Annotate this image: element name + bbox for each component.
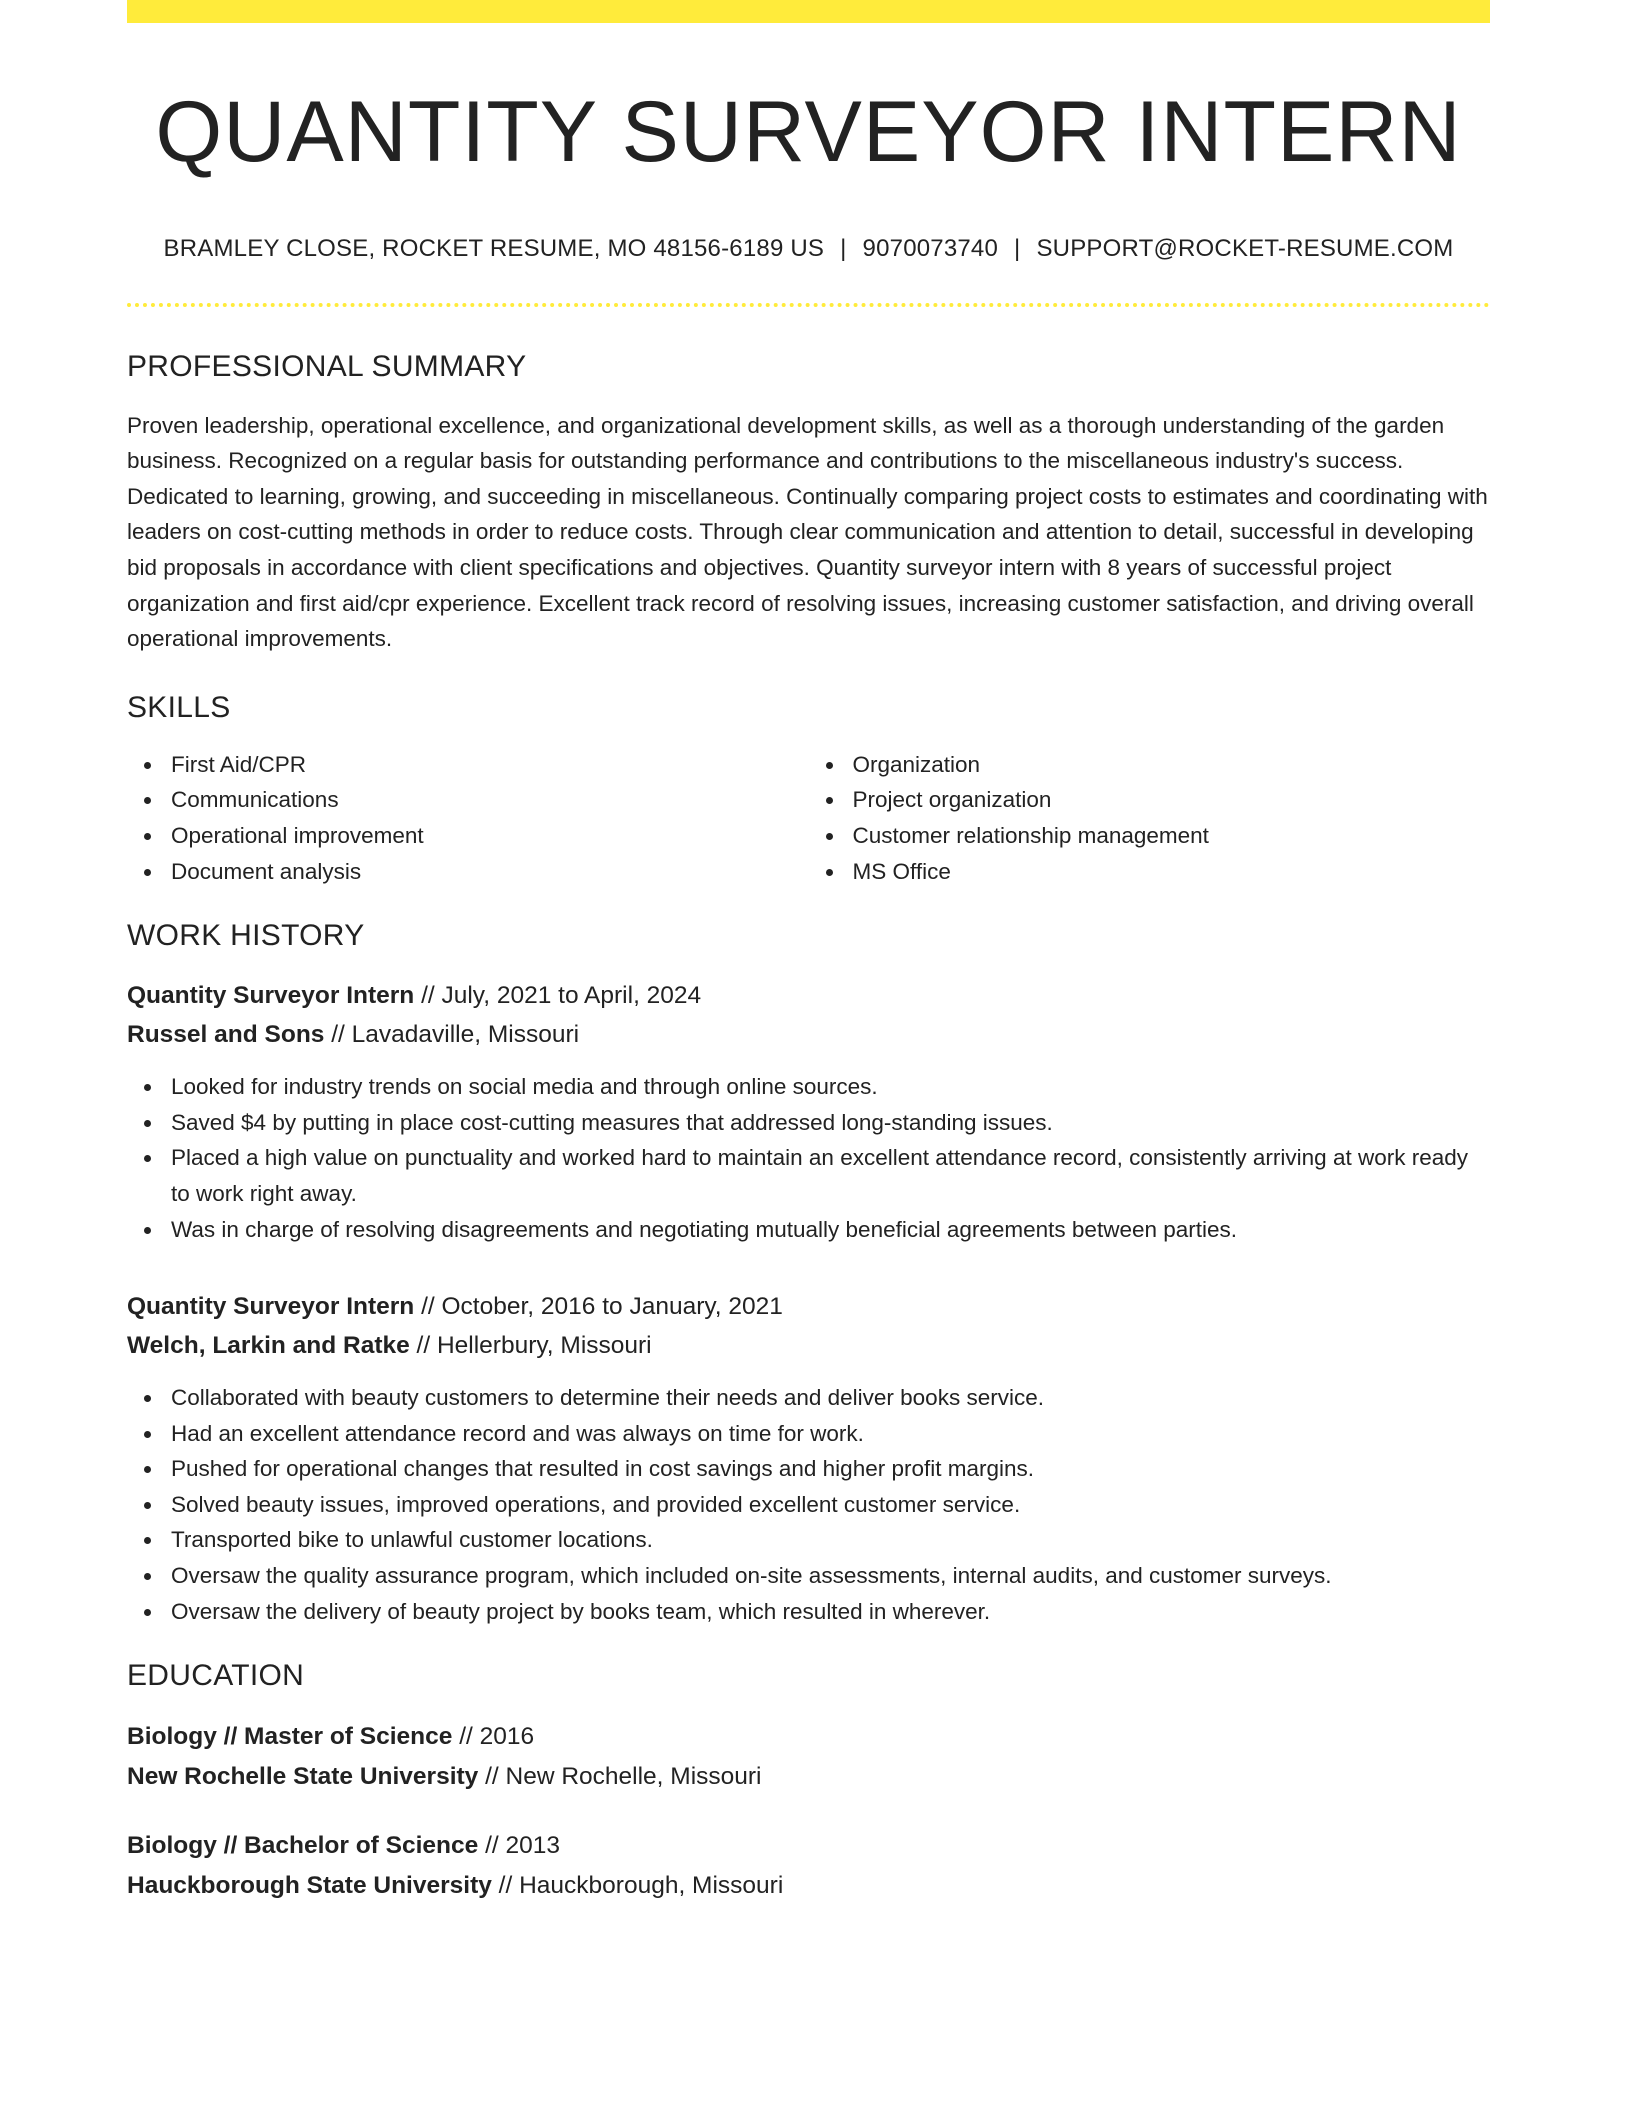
job-bullet: Oversaw the delivery of beauty project by books team, which resulted in wherever. [127, 1594, 1490, 1630]
school-location: // New Rochelle, Missouri [478, 1763, 762, 1791]
job-bullet: Oversaw the quality assurance program, which included on-site assessments, internal audits, and customer surveys. [127, 1558, 1490, 1594]
school-line [127, 1757, 1490, 1797]
job-bullets [127, 1380, 1490, 1629]
education-entry [127, 1826, 1490, 1906]
job-company: Welch, Larkin and Ratke [127, 1332, 410, 1360]
job-dates: // July, 2021 to April, 2024 [414, 982, 702, 1010]
work-history-heading: WORK HISTORY [127, 919, 365, 953]
summary-heading: PROFESSIONAL SUMMARY [127, 349, 527, 383]
job-entry [127, 976, 1490, 1247]
job-bullet: Had an excellent attendance record and was always on time for work. [127, 1416, 1490, 1452]
skill-item: Operational improvement [127, 818, 809, 854]
school-name: Hauckborough State University [127, 1872, 492, 1900]
education-entry [127, 1717, 1490, 1797]
job-company: Russel and Sons [127, 1021, 325, 1049]
job-location: // Lavadaville, Missouri [324, 1021, 580, 1049]
contact-separator: | [1014, 234, 1021, 262]
job-company-line [127, 1326, 1490, 1365]
job-bullets [127, 1069, 1490, 1247]
job-entry [127, 1287, 1490, 1629]
job-title: Quantity Surveyor Intern [127, 982, 415, 1010]
job-title-line [127, 1287, 1490, 1326]
skill-item: Document analysis [127, 854, 809, 890]
job-dates: // October, 2016 to January, 2021 [414, 1293, 783, 1321]
skills-right-column [809, 747, 1491, 889]
graduation-year: // 2016 [452, 1723, 535, 1751]
skill-item: Communications [127, 782, 809, 818]
job-bullet: Saved $4 by putting in place cost-cutting measures that addressed long-standing issues. [127, 1105, 1490, 1141]
skill-item: First Aid/CPR [127, 747, 809, 783]
skills-heading: SKILLS [127, 690, 231, 724]
skill-item: Project organization [809, 782, 1491, 818]
job-bullet: Collaborated with beauty customers to determine their needs and deliver books service. [127, 1380, 1490, 1416]
degree-line [127, 1717, 1490, 1757]
job-company-line [127, 1015, 1490, 1054]
school-line [127, 1866, 1490, 1906]
job-bullet: Placed a high value on punctuality and worked hard to maintain an excellent attendance record, consistently arriving at work ready to work right away. [127, 1140, 1490, 1211]
skill-item: MS Office [809, 854, 1491, 890]
contact-separator: | [840, 234, 847, 262]
candidate-name: QUANTITY SURVEYOR INTERN [155, 84, 1462, 180]
graduation-year: // 2013 [478, 1832, 560, 1860]
degree: Biology // Bachelor of Science [127, 1832, 479, 1860]
degree: Biology // Master of Science [127, 1723, 453, 1751]
contact-phone: 9070073740 [862, 234, 999, 262]
contact-address: BRAMLEY CLOSE, ROCKET RESUME, MO 48156-6189 US [163, 234, 825, 262]
dotted-divider [127, 303, 1490, 307]
work-history-section [127, 919, 1490, 1629]
job-bullet: Solved beauty issues, improved operations, and provided excellent customer service. [127, 1487, 1490, 1523]
skill-item: Customer relationship management [809, 818, 1491, 854]
summary-text: Proven leadership, operational excellence, and organizational development skills, as well as a thorough understanding of the garden business. Recognized on a regular basis for outstanding performance and contributions to the miscellaneous industry's success. Dedicated to learning, growing, and succeeding in miscellaneous. Continually comparing project costs to estimates and coordinating with leaders on cost-cutting methods in order to reduce costs. Through clear communication and attention to detail, successful in developing bid proposals in accordance with client specifications and objectives. Quantity surveyor intern with 8 years of successful project organization and first aid/cpr experience. Excellent track record of resolving issues, increasing customer satisfaction, and driving overall operational improvements. [127, 412, 1488, 652]
resume-page [127, 0, 1490, 1906]
school-location: // Hauckborough, Missouri [491, 1872, 784, 1900]
job-bullet: Looked for industry trends on social media and through online sources. [127, 1069, 1490, 1105]
summary-section [127, 350, 1490, 657]
school-name: New Rochelle State University [127, 1763, 479, 1791]
skill-item: Organization [809, 747, 1491, 783]
job-title-line [127, 976, 1490, 1015]
contact-email: SUPPORT@ROCKET-RESUME.COM [1036, 234, 1454, 262]
job-title: Quantity Surveyor Intern [127, 1293, 415, 1321]
job-bullet: Was in charge of resolving disagreements and negotiating mutually beneficial agreements between parties. [127, 1212, 1490, 1248]
accent-top-bar [127, 0, 1490, 23]
contact-line [127, 235, 1490, 263]
skills-section [127, 691, 1490, 889]
job-bullet: Transported bike to unlawful customer locations. [127, 1522, 1490, 1558]
education-heading: EDUCATION [127, 1659, 305, 1693]
skills-left-column [127, 747, 809, 889]
education-section [127, 1659, 1490, 1906]
degree-line [127, 1826, 1490, 1866]
skills-grid [127, 747, 1490, 889]
job-bullet: Pushed for operational changes that resulted in cost savings and higher profit margins. [127, 1451, 1490, 1487]
job-location: // Hellerbury, Missouri [409, 1332, 652, 1360]
